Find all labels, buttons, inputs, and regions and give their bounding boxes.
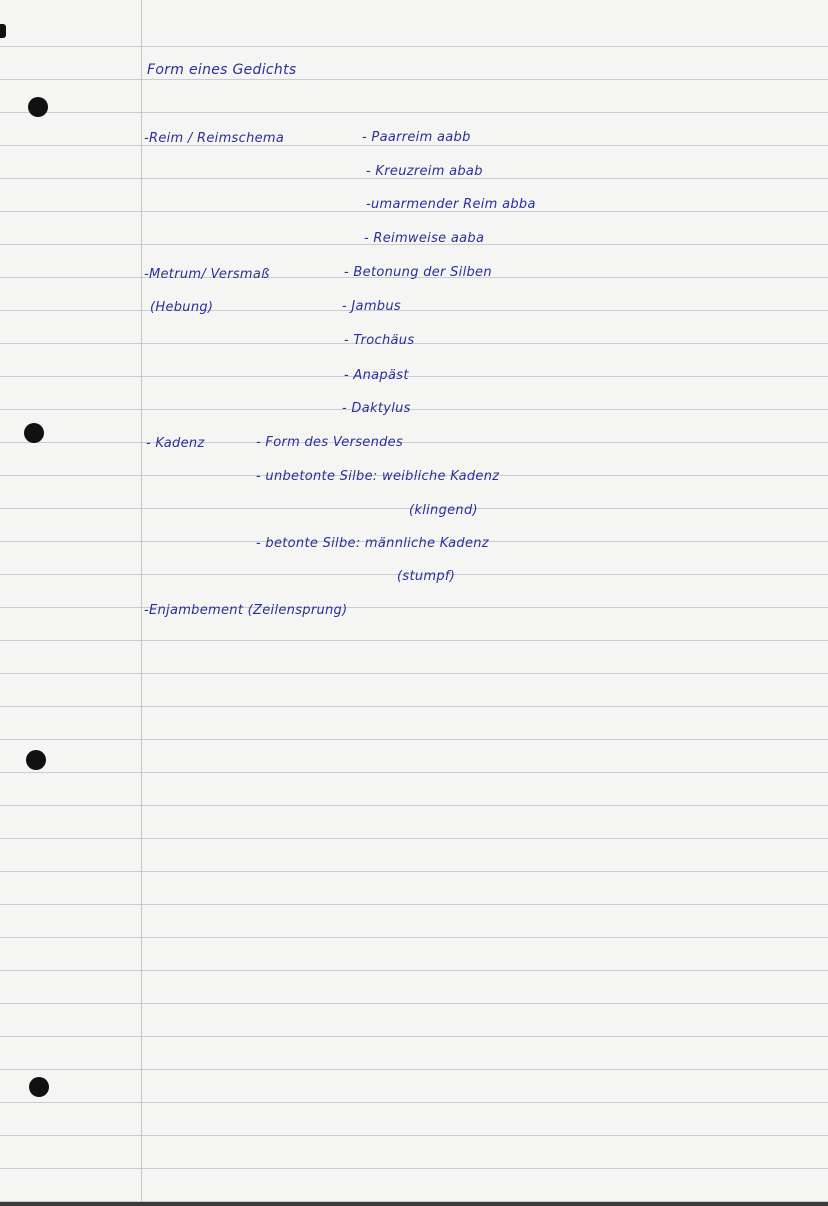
kadenz-note: (stumpf): [397, 569, 456, 584]
edge-mark: [0, 24, 6, 38]
page-title: Form eines Gedichts: [147, 62, 297, 78]
reim-item: - Kreuzreim abab: [366, 164, 483, 179]
metrum-item: - Betonung der Silben: [344, 265, 492, 280]
metrum-item: - Jambus: [342, 299, 401, 314]
margin-line: [141, 0, 142, 1206]
section-label-enjambement: -Enjambement (Zeilensprung): [144, 603, 348, 618]
kadenz-note: (klingend): [409, 503, 478, 518]
section-label-reim: -Reim / Reimschema: [144, 131, 285, 146]
punch-hole: [24, 423, 44, 443]
section-sublabel-metrum: (Hebung): [150, 300, 214, 315]
kadenz-item: - Form des Versendes: [256, 435, 404, 450]
punch-hole: [29, 1077, 49, 1097]
kadenz-item: - unbetonte Silbe: weibliche Kadenz: [256, 469, 500, 484]
section-label-kadenz: - Kadenz: [146, 436, 205, 451]
punch-hole: [26, 750, 46, 770]
reim-item: - Reimweise aaba: [364, 231, 485, 246]
reim-item: - Paarreim aabb: [362, 130, 471, 145]
metrum-item: - Daktylus: [342, 401, 411, 416]
kadenz-item: - betonte Silbe: männliche Kadenz: [256, 536, 489, 551]
punch-hole: [28, 97, 48, 117]
metrum-item: - Anapäst: [344, 368, 409, 383]
reim-item: -umarmender Reim abba: [366, 197, 536, 212]
metrum-item: - Trochäus: [344, 333, 415, 348]
section-label-metrum: -Metrum/ Versmaß: [144, 267, 270, 282]
page-bottom-edge: [0, 1202, 828, 1206]
